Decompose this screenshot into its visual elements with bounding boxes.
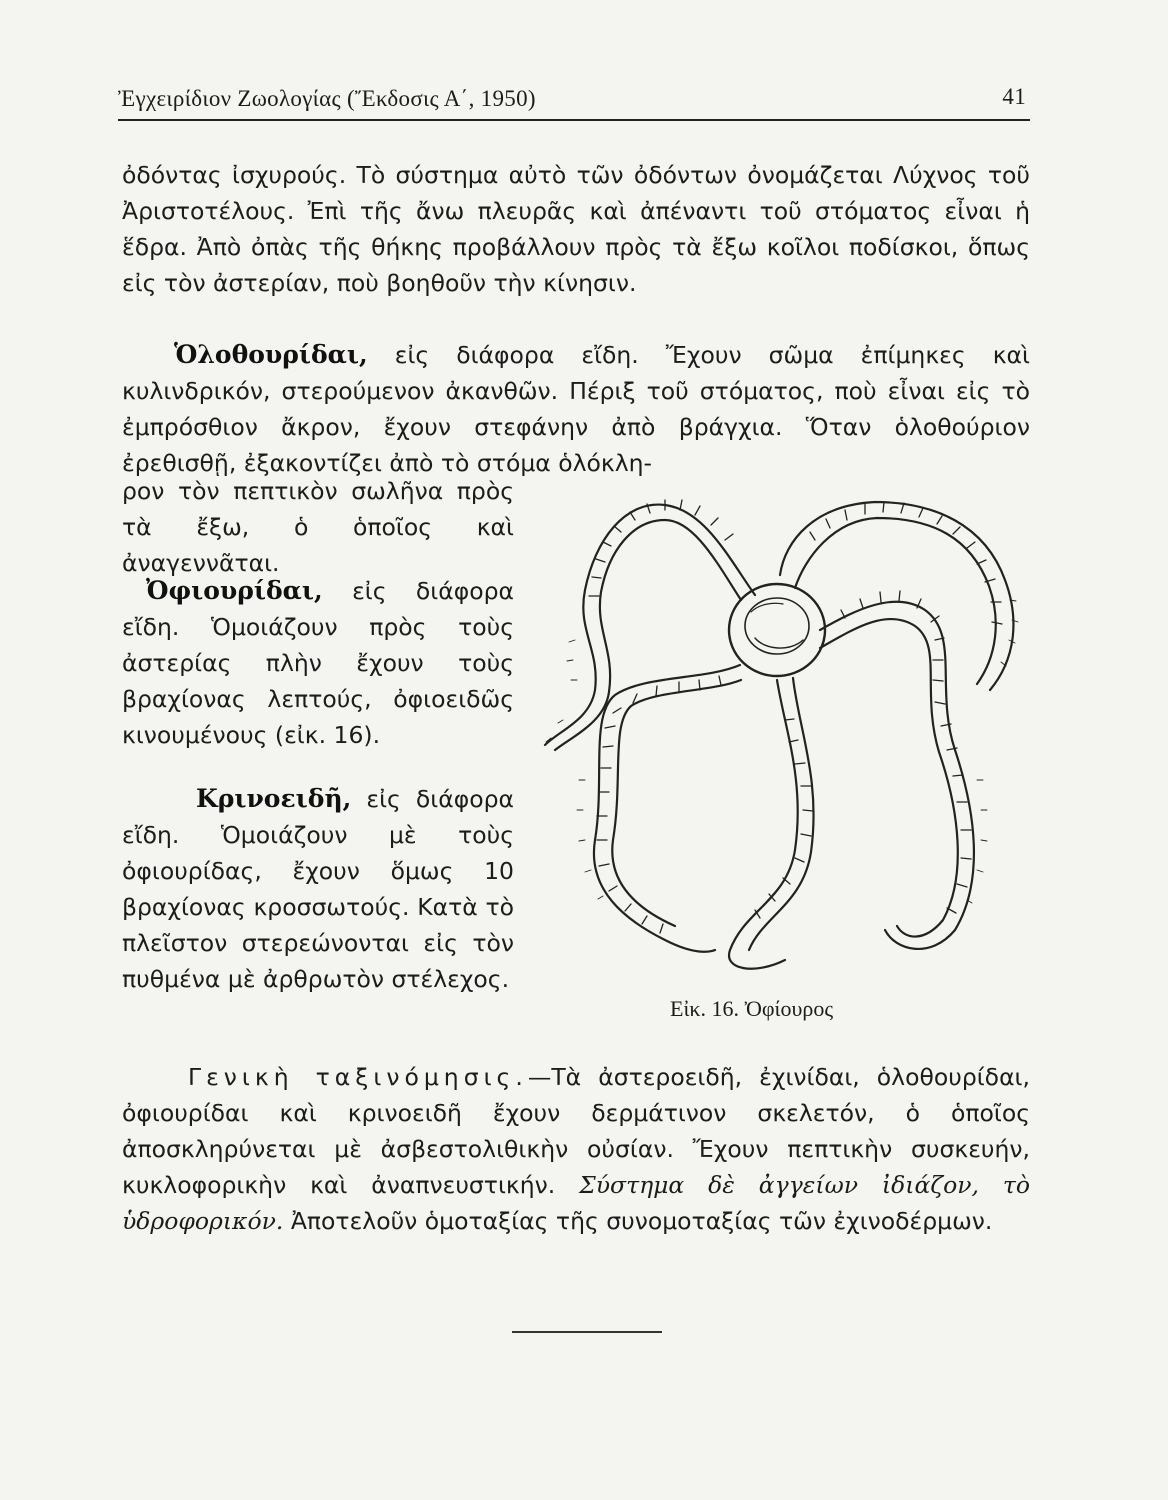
header-title: Ἐγχειρίδιον Ζωολογίας (Ἔκδοσις Α΄, 1950) [118, 86, 536, 111]
heading-holothuroidea: Ὁλοθουρίδαι, [174, 340, 368, 369]
paragraph-holothuroidea-text: εἰς διάφορα εἴδη. Ἔχουν σῶμα ἐπίμηκες καὶ κυλινδρικόν, στερούμενον ἀκανθῶν. Πέριξ τοῦ στόματος, ποὺ εἶναι εἰς τὸ ἐμπρόσθιον ἄκρον, ἔχουν στεφάνην ἀπὸ βράγχια. Ὅταν ὁλοθούριον ἐρεθισθῇ, ἐξακοντίζει ἀπὸ τὸ στόμα ὁλόκλη- [122, 341, 1030, 477]
paragraph-ophiuroidea [122, 573, 514, 753]
heading-ophiuroidea: Ὀφιουρίδαι, [146, 576, 323, 605]
heading-crinoidea: Κρινοειδῆ, [196, 784, 352, 813]
paragraph-lantern [122, 157, 1030, 301]
paragraph-classification [122, 1059, 1030, 1239]
paragraph-holothuroidea-continued [122, 473, 514, 581]
paragraph-holothuroidea-continued-text: ρον τὸν πεπτικὸν σωλῆνα πρὸς τὰ ἔξω, ὁ ὁποῖος καὶ ἀναγεννᾶται. [122, 477, 514, 577]
brittle-star-illustration [515, 480, 1035, 1010]
paragraph-holothuroidea [122, 337, 1030, 481]
header-rule [118, 119, 1030, 121]
paragraph-crinoidea-text: εἰς διάφορα εἴδη. Ὁμοιάζουν μὲ τοὺς ὀφιουρίδας, ἔχουν ὅμως 10 βραχίονας κροσσωτούς. Κατὰ τὸ πλεῖστον στερεώνονται εἰς τὸν πυθμένα μὲ ἀρθρωτὸν στέλεχος. [122, 785, 514, 993]
paragraph-classification-italic: Σύστημα δὲ ἀγγείων ἰδιάζον, τὸ ὑδροφορικόν. [122, 1171, 1030, 1235]
paragraph-crinoidea [122, 781, 514, 997]
section-end-rule [512, 1331, 662, 1333]
running-header [118, 82, 1030, 118]
heading-classification: Γενικὴ ταξινόμησις. [188, 1063, 528, 1091]
figure-brittle-star [515, 480, 1035, 1010]
paragraph-lantern-text: ὀδόντας ἰσχυρούς. Τὸ σύστημα αὐτὸ τῶν ὀδόντων ὀνομάζεται Λύχνος τοῦ Ἀριστοτέλους. Ἐπὶ τῆς ἄνω πλευρᾶς καὶ ἀπέναντι τοῦ στόματος εἶναι ἡ ἕδρα. Ἀπὸ ὀπὰς τῆς θήκης προβάλλουν πρὸς τὰ ἔξω κοῖλοι ποδίσκοι, ὅπως εἰς τὸν ἀστερίαν, ποὺ βοηθοῦν τὴν κίνησιν. [122, 161, 1030, 297]
figure-caption: Εἰκ. 16. Ὀφίουρος [670, 996, 834, 1021]
paragraph-ophiuroidea-text: εἰς διάφορα εἴδη. Ὁμοιάζουν πρὸς τοὺς ἀστερίας πλὴν ἔχουν τοὺς βραχίονας λεπτούς, ὀφιοειδῶς κινουμένους (εἰκ. 16). [122, 577, 514, 749]
paragraph-classification-end: Ἀποτελοῦν ὁμοταξίας τῆς συνομοταξίας τῶν ἐχινοδέρμων. [283, 1207, 993, 1235]
paragraph-classification-text: —Τὰ ἀστεροειδῆ, ἐχινίδαι, ὁλοθουρίδαι, ὀφιουρίδαι καὶ κρινοειδῆ ἔχουν δερμάτινον σκελετόν, ὁ ὁποῖος ἀποσκληρύνεται μὲ ἀσβεστολιθικὴν οὐσίαν. Ἔχουν πεπτικὴν συσκευήν, κυκλοφορικὴν καὶ ἀναπνευστικήν. [122, 1063, 1030, 1199]
page-number: 41 [1002, 84, 1026, 109]
